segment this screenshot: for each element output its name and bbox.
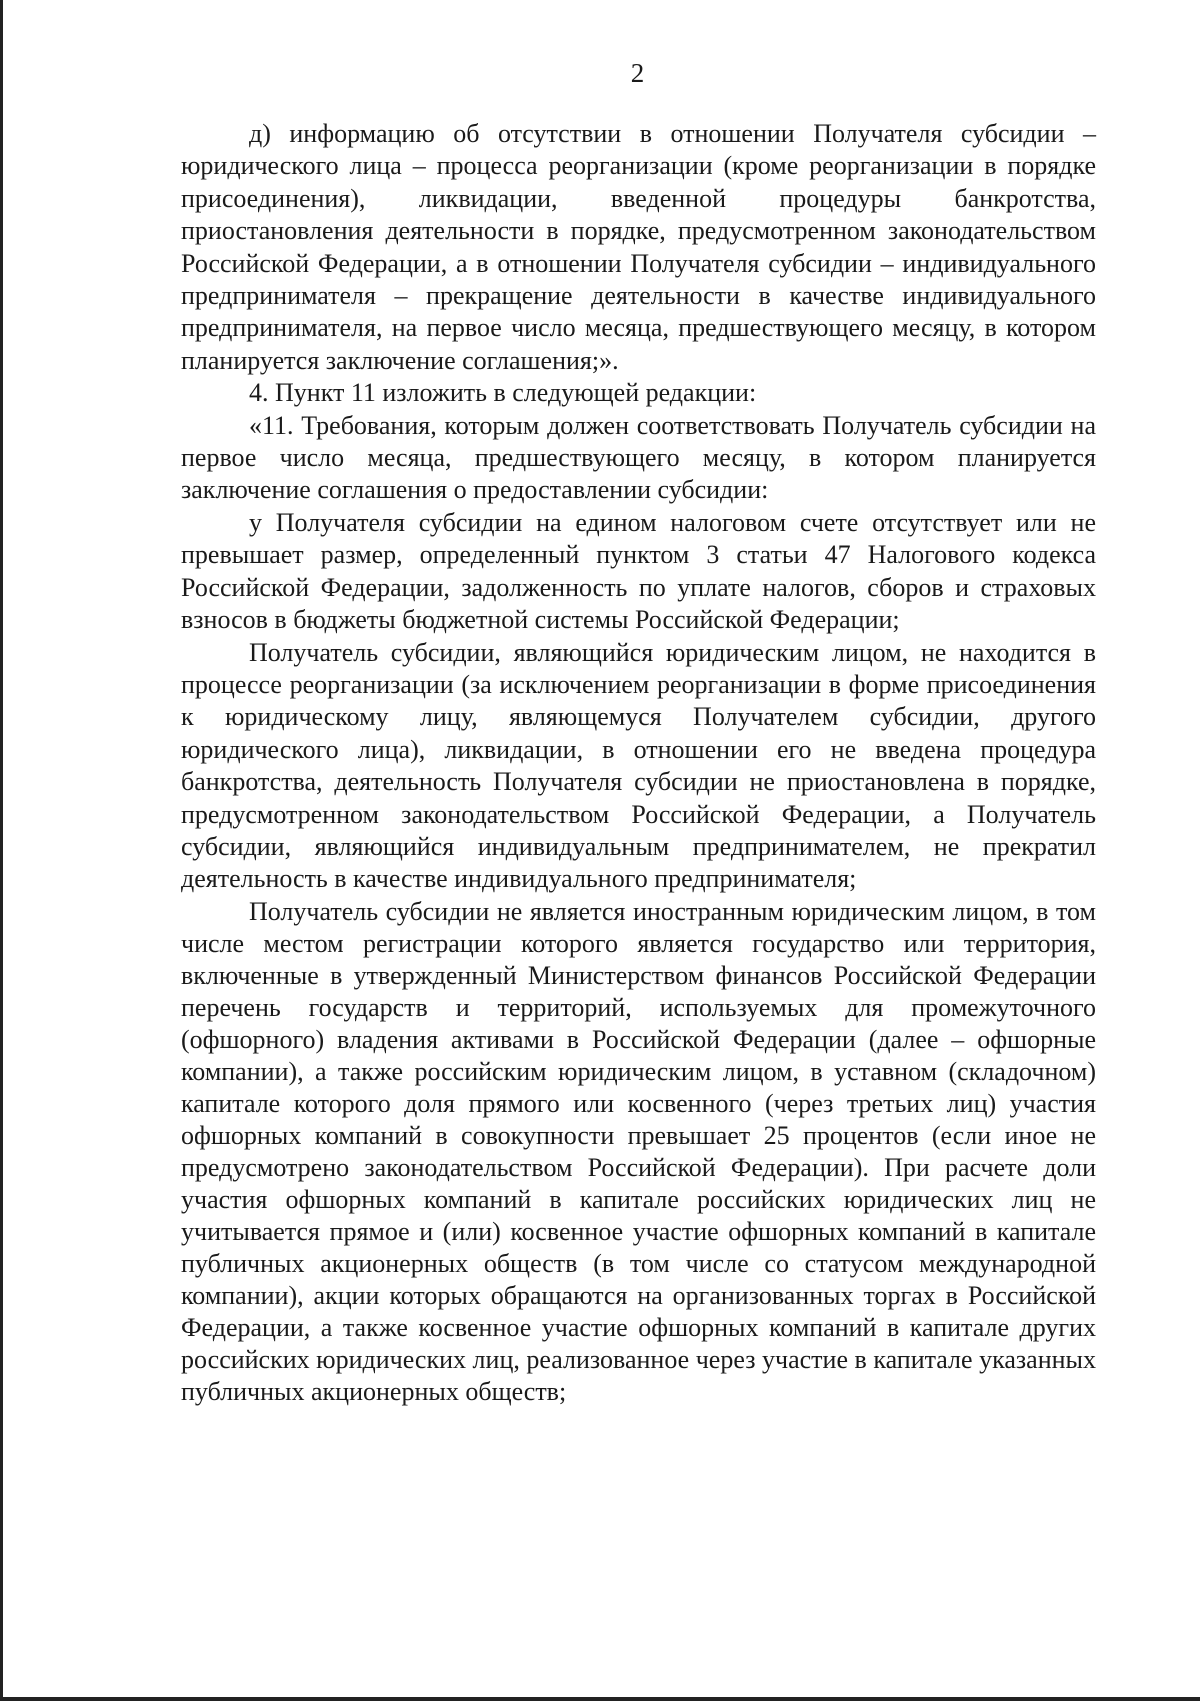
scan-edge-left: [0, 0, 3, 1701]
paragraph-point-4: 4. Пункт 11 изложить в следующей редакции:: [249, 378, 757, 408]
page-number: 2: [630, 58, 645, 88]
paragraph-point-11-intro: «11. Требования, которым должен соответствовать Получатель субсидии на первое число месяца, предшествующего месяцу, в котором планируется заключение соглашения о предоставлении субсидии:: [181, 410, 1096, 505]
paragraph-offshore: Получатель субсидии не является иностранным юридическим лицом, в том числе местом регистрации которого является государство или территория, включенные в утвержденный Министерством финансов Российской Федерации перечень государств и территорий, используемых для промежуточного (офшорного) владения активами в Российской Федерации (далее – офшорные компании), а также российским юридическим лицом, в уставном (складочном) капитале которого доля прямого или косвенного (через третьих лиц) участия офшорных компаний в совокупности превышает 25 процентов (если иное не предусмотрено законодательством Российской Федерации). При расчете доли участия офшорных компаний в капитале российских юридических лиц не учитывается прямое и (или) косвенное участие офшорных компаний в капитале публичных акционерных обществ (в том числе со статусом международной компании), акции которых обращаются на организованных торгах в Российской Федерации, а также косвенное участие офшорных компаний в капитале других российских юридических лиц, реализованное через участие в капитале указанных публичных акционерных обществ;: [181, 896, 1096, 1406]
document-body: [181, 118, 1096, 1408]
paragraph-tax-debt: у Получателя субсидии на едином налоговом счете отсутствует или не превышает размер, определенный пунктом 3 статьи 47 Налогового кодекса Российской Федерации, задолженность по уплате налогов, сборов и страховых взносов в бюджеты бюджетной системы Российской Федерации;: [181, 507, 1096, 635]
scan-edge-bottom: [0, 1697, 1200, 1701]
paragraph-reorganization: Получатель субсидии, являющийся юридическим лицом, не находится в процессе реорганизации (за исключением реорганизации в форме присоединения к юридическому лицу, являющемуся Получателем субсидии, другого юридического лица), ликвидации, в отношении его не введена процедура банкротства, деятельность Получателя субсидии не приостановлена в порядке, предусмотренном законодательством Российской Федерации, а Получатель субсидии, являющийся индивидуальным предпринимателем, не прекратил деятельность в качестве индивидуального предпринимателя;: [181, 637, 1096, 894]
paragraph-item-d: д) информацию об отсутствии в отношении Получателя субсидии – юридического лица – процесса реорганизации (кроме реорганизации в порядке присоединения), ликвидации, введенной процедуры банкротства, приостановления деятельности в порядке, предусмотренном законодательством Российской Федерации, а в отношении Получателя субсидии – индивидуального предпринимателя – прекращение деятельности в качестве индивидуального предпринимателя, на первое число месяца, предшествующего месяцу, в котором планируется заключение соглашения;».: [181, 119, 1096, 375]
